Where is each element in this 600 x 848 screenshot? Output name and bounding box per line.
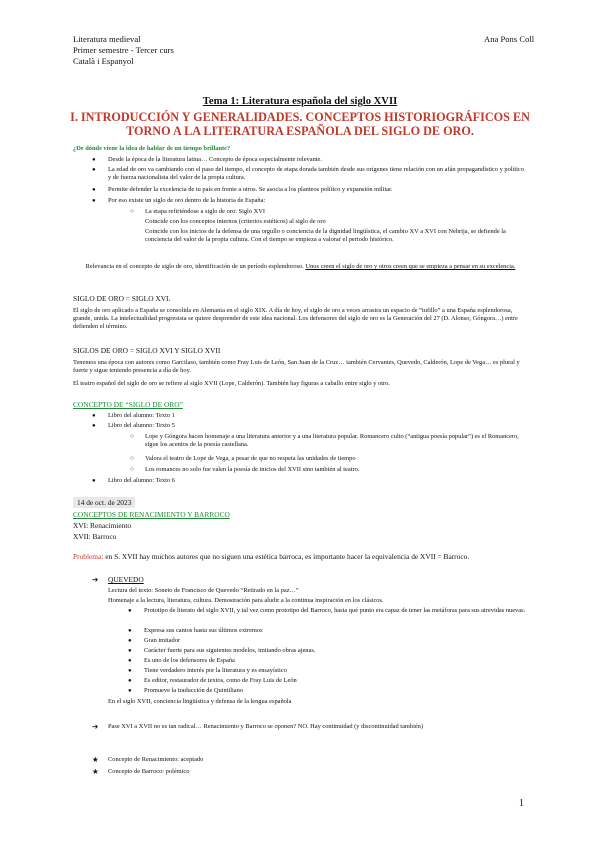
bullet-icon: ● bbox=[128, 638, 132, 644]
quevedo-heading: QUEVEDO bbox=[108, 575, 144, 584]
problem-label: Problema: bbox=[73, 552, 104, 561]
quevedo-bullet: Prototipo de literato del siglo XVII, y tal vez como prototipo del Barroco, hasta qué punto era capaz de tener las metáforas para sus atrevidas nuevas. bbox=[144, 607, 526, 614]
continuity-note: Pase XVI a XVII no es tan radical… Renacimiento y Barroco se oponen? NO. Hay continuidad (y discontinuidad también) bbox=[108, 723, 424, 730]
star-icon: ★ bbox=[92, 755, 99, 764]
header-languages: Català i Espanyol bbox=[73, 56, 134, 66]
quevedo-bullet: Carácter fuerte para sus siguientes modelos, imitando obras ajenas. bbox=[144, 647, 316, 654]
quevedo-bullet: Es uno de los defensores de España bbox=[144, 657, 235, 664]
concept-barroco: Concepto de Barroco: polémico bbox=[108, 768, 190, 775]
problem-paragraph bbox=[73, 552, 528, 561]
quevedo-closing: En el siglo XVII, conciencia lingüística y defensa de la lengua española bbox=[108, 698, 292, 705]
bullet-icon: ● bbox=[92, 187, 96, 193]
bullet-text: Por eso existe un siglo de oro dentro de la historia de España: bbox=[108, 197, 266, 204]
bullet-icon: ● bbox=[92, 157, 96, 163]
bullet-text: La edad de oro va cambiando con el paso del tiempo, el concepto de etapa dorada también desde sus orígenes tiene relación con un afán propagandístico y político y de fuerza nacionalista del valor de la propia cultura. bbox=[108, 166, 524, 182]
quevedo-line: Homenaje a la lectura, literatura, cultura. Demostración para aludir a la continua inspiración en los clásicos. bbox=[108, 597, 384, 604]
intro-question: ¿De dónde viene la idea de hablar de un tiempo brillante? bbox=[73, 145, 231, 152]
concepto-sub-item: Valora el teatro de Lope de Vega, a pesar de que no respeta las unidades de tiempo bbox=[145, 455, 356, 462]
oro-xvi-xvii-heading: SIGLOS DE ORO = SIGLO XVI Y SIGLO XVII bbox=[73, 346, 221, 355]
concepto-sub-item: Lope y Góngora hacen homenaje a una literatura anterior y a una literatura popular. Romancero culto (“antigua poesía popular”) es el Romancero, sigue los acentos de la poesía castellana. bbox=[145, 433, 519, 449]
oro-xvi-heading: SIGLO DE ORO = SIGLO XVI. bbox=[73, 294, 171, 303]
bullet-icon: ● bbox=[128, 628, 132, 634]
sub-bullet-text: Coincide con los conceptos internos (criterios estéticos) al siglo de oro bbox=[145, 218, 326, 225]
bullet-icon: ● bbox=[128, 668, 132, 674]
bullet-icon: ● bbox=[92, 167, 96, 173]
quevedo-bullet: Expresa sus cantos hasta sus últimos extremos bbox=[144, 627, 263, 634]
bullet-icon: ● bbox=[92, 478, 96, 484]
circle-bullet-icon: ○ bbox=[130, 466, 134, 473]
xvii-label: XVII: Barroco bbox=[73, 532, 117, 541]
circle-bullet-icon: ○ bbox=[130, 433, 134, 440]
page-number: 1 bbox=[519, 798, 524, 809]
bullet-icon: ● bbox=[92, 423, 96, 429]
section-heading: I. INTRODUCCIÓN Y GENERALIDADES. CONCEPTOS HISTORIOGRÁFICOS EN TORNO A LA LITERATURA ESPAÑOLA DEL SIGLO DE ORO. bbox=[70, 110, 530, 138]
quevedo-bullet: Gran imitador bbox=[144, 637, 181, 644]
relevance-note-underlined: Unos creen el siglo de oro y otros creen que se empieza a pensar en su excelencia. bbox=[305, 263, 516, 270]
concept-renacimiento: Concepto de Renacimiento: aceptado bbox=[108, 756, 204, 763]
date-chip: 14 de oct. de 2023 bbox=[73, 497, 135, 508]
bullet-text: Desde la época de la literatura latina… Concepto de época especialmente relevante. bbox=[108, 156, 322, 163]
relevance-note bbox=[73, 263, 528, 271]
header-author: Ana Pons Coll bbox=[484, 34, 535, 44]
concepto-item: Libro del alumno: Texto 1 bbox=[108, 412, 175, 419]
arrow-icon: ➔ bbox=[92, 575, 99, 584]
sub-bullet-text: Coincide con los inicios de la defensa de una orgullo o conciencia de la dignidad lingüística, el cambio XV a XVI con Nebrija, se defiende la conciencia del valor de la propia cultura. Con el tiempo se empieza a valorar el periodo histórico. bbox=[145, 228, 506, 244]
concepts-heading: CONCEPTOS DE RENACIMIENTO Y BARROCO bbox=[73, 510, 230, 519]
bullet-icon: ● bbox=[128, 658, 132, 664]
circle-bullet-icon: ○ bbox=[130, 455, 134, 462]
quevedo-line: Lectura del texto: Soneto de Francisco de Quevedo “Retirado en la paz…” bbox=[108, 587, 299, 594]
concepto-heading: CONCEPTO DE “SIGLO DE ORO” bbox=[73, 400, 183, 409]
quevedo-bullet: Tiene verdadero interés por la literatura y es ensayístico bbox=[144, 667, 287, 674]
bullet-icon: ● bbox=[92, 413, 96, 419]
concepto-item: Libro del alumno: Texto 6 bbox=[108, 477, 175, 484]
oro-teatro-text: El teatro español del siglo de oro se refiere al siglo XVII (Lope, Calderón). También hay figuras a caballo entre siglo y otro. bbox=[73, 380, 390, 387]
bullet-icon: ● bbox=[128, 648, 132, 654]
oro-xvi-text: El siglo de oro aplicado a España se consolida en Alemania en el siglo XIX. A día de hoy, el siglo de oro a veces arrastra un espacio de “tufillo” a una España esplendorosa, grande, unida. La intelectualidad progresista se quiere desprender de este idea nacional. Los defensores del siglo de oro es la Generación del 27 (D. Alonso, Góngora…) entre defienden el término. bbox=[73, 307, 518, 331]
arrow-icon: ➔ bbox=[92, 722, 99, 731]
bullet-icon: ● bbox=[128, 608, 132, 614]
concepto-sub-item: Los romances no solo fue valen la poesía de inicios del XVII sino también al teatro. bbox=[145, 466, 360, 473]
concepto-item: Libro del alumno: Texto 5 bbox=[108, 422, 175, 429]
quevedo-bullet: Es editor, restaurador de textos, como de Fray Luis de León bbox=[144, 677, 297, 684]
quevedo-bullet: Promueve la traducción de Quintiliano bbox=[144, 687, 244, 694]
bullet-icon: ● bbox=[128, 678, 132, 684]
header-semester: Primer semestre - Tercer curs bbox=[73, 45, 174, 55]
bullet-icon: ● bbox=[92, 198, 96, 204]
header-course: Literatura medieval bbox=[73, 34, 141, 44]
star-icon: ★ bbox=[92, 767, 99, 776]
sub-bullet-text: La etapa refiriéndose a siglo de oro: Siglo XVI bbox=[145, 208, 265, 215]
problem-text: en S. XVII hay muchos autores que no siguen una estética barroca, es importante hacer la equivalencia de XVII = Barroco. bbox=[105, 552, 470, 561]
bullet-text: Permite defender la excelencia de tu país en frente a otros. Se asocia a los planteos político y expansión militar. bbox=[108, 186, 393, 193]
page-title: Tema 1: Literatura española del siglo XVII bbox=[202, 96, 398, 107]
bullet-icon: ● bbox=[128, 688, 132, 694]
relevance-note-text: Relevancia en el concepto de siglo de oro, identificación de un período esplendoroso. bbox=[85, 263, 304, 270]
circle-bullet-icon: ○ bbox=[130, 208, 134, 215]
oro-xvi-xvii-text: Tenemos una época con autores como Garcilaso, también como Fray Luis de León, San Juan de la Cruz… también Cervantes, Quevedo, Calderón, Lope de Vega… es plural y fuerte y sigue teniendo presencia a día de hoy. bbox=[73, 359, 520, 375]
xvi-label: XVI: Renacimiento bbox=[73, 521, 132, 530]
